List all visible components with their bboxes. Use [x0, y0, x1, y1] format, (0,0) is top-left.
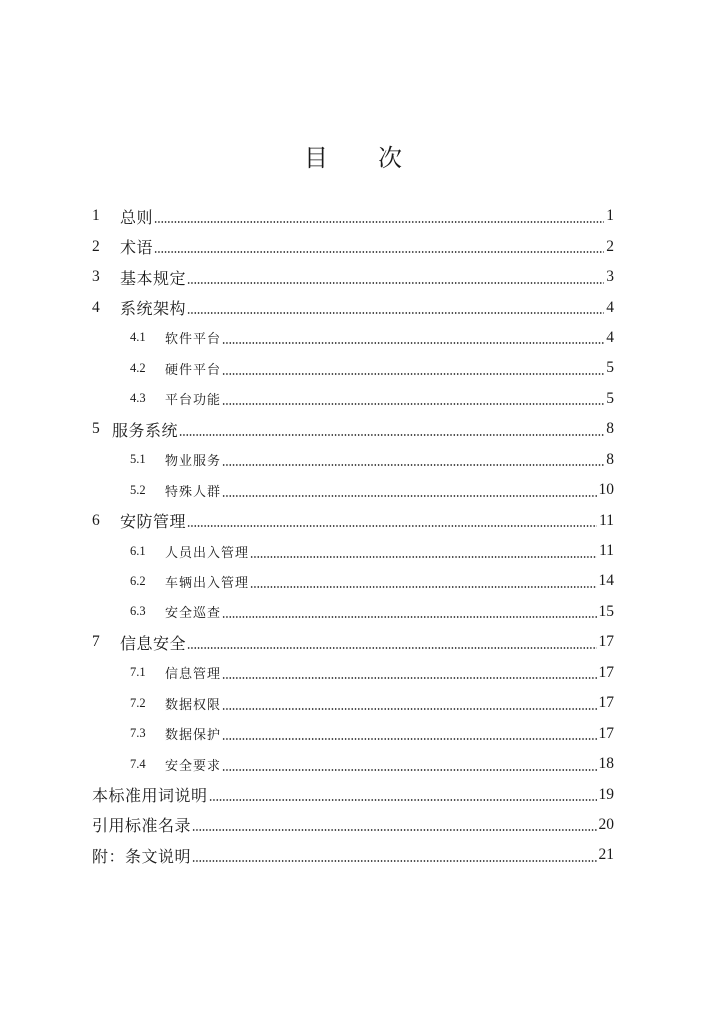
toc-entry-6-1[interactable] — [92, 536, 614, 566]
page-title-char-1: 目 — [304, 146, 328, 172]
toc-entry-number: 2 — [92, 237, 100, 255]
toc-entry-page: 17 — [598, 663, 614, 681]
page-title — [0, 142, 705, 176]
toc-entry-page: 4 — [606, 328, 614, 346]
toc-entry-number: 6.2 — [130, 573, 146, 588]
toc-entry-title: 附：条文说明 — [92, 848, 192, 866]
toc-entry-title: 硬件平台 — [165, 361, 222, 377]
toc-entry-5[interactable] — [92, 414, 614, 444]
toc-entry-page: 4 — [606, 298, 614, 316]
toc-entry-title: 安全巡查 — [165, 605, 222, 621]
toc-entry-clause-explanation[interactable] — [92, 840, 614, 870]
toc-entry-4[interactable] — [92, 292, 614, 322]
table-of-contents — [92, 201, 614, 871]
toc-entry-page: 10 — [598, 481, 614, 499]
toc-entry-number: 7.4 — [130, 756, 146, 771]
toc-entry-page: 14 — [598, 572, 614, 590]
toc-entry-page: 11 — [599, 511, 614, 529]
dot-leader — [222, 769, 596, 771]
toc-entry-6-2[interactable] — [92, 566, 614, 596]
toc-entry-page: 8 — [606, 450, 614, 468]
toc-entry-title: 软件平台 — [165, 331, 222, 347]
toc-entry-title: 物业服务 — [165, 453, 222, 469]
toc-entry-number: 7.1 — [130, 665, 146, 680]
toc-entry-title: 车辆出入管理 — [165, 574, 250, 590]
toc-entry-page: 2 — [606, 237, 614, 255]
toc-entry-title: 信息管理 — [165, 666, 222, 682]
toc-entry-7-1[interactable] — [92, 658, 614, 688]
toc-entry-number: 4 — [92, 298, 100, 316]
dot-leader — [222, 677, 596, 679]
toc-entry-number: 4.1 — [130, 330, 146, 345]
toc-entry-page: 11 — [599, 542, 614, 560]
toc-entry-title: 术语 — [120, 240, 154, 258]
dot-leader — [222, 464, 604, 466]
toc-entry-4-2[interactable] — [92, 353, 614, 383]
dot-leader — [222, 708, 596, 710]
toc-entry-number: 5 — [92, 420, 100, 438]
toc-entry-title: 总则 — [120, 209, 154, 227]
dot-leader — [179, 434, 604, 436]
toc-entry-page: 5 — [606, 389, 614, 407]
toc-entry-referenced-standards[interactable] — [92, 810, 614, 840]
dot-leader — [222, 495, 596, 497]
toc-entry-title: 数据保护 — [165, 727, 222, 743]
dot-leader — [187, 525, 597, 527]
dot-leader — [222, 373, 604, 375]
dot-leader — [222, 403, 604, 405]
toc-entry-standard-terms[interactable] — [92, 779, 614, 809]
dot-leader — [222, 616, 596, 618]
dot-leader — [192, 829, 596, 831]
toc-entry-page: 8 — [606, 420, 614, 438]
toc-entry-title: 特殊人群 — [165, 483, 222, 499]
dot-leader — [192, 860, 596, 862]
toc-entry-title: 服务系统 — [112, 422, 179, 440]
toc-entry-number: 4.2 — [130, 360, 146, 375]
toc-entry-number: 6.3 — [130, 604, 146, 619]
toc-entry-number: 7.3 — [130, 726, 146, 741]
toc-entry-number: 3 — [92, 268, 100, 286]
toc-entry-6-3[interactable] — [92, 597, 614, 627]
toc-entry-title: 安全要求 — [165, 757, 222, 773]
toc-entry-title: 引用标准名录 — [92, 818, 192, 836]
toc-entry-title: 平台功能 — [165, 392, 222, 408]
toc-entry-number: 5.2 — [130, 482, 146, 497]
toc-entry-number: 1 — [92, 207, 100, 225]
toc-entry-page: 21 — [598, 846, 614, 864]
dot-leader — [250, 556, 597, 558]
toc-entry-number: 7.2 — [130, 695, 146, 710]
toc-entry-page: 17 — [598, 633, 614, 651]
toc-entry-page: 17 — [598, 724, 614, 742]
toc-entry-page: 1 — [606, 207, 614, 225]
toc-entry-title: 数据权限 — [165, 696, 222, 712]
toc-entry-title: 本标准用词说明 — [92, 788, 208, 806]
toc-entry-6[interactable] — [92, 505, 614, 535]
toc-entry-1[interactable] — [92, 201, 614, 231]
dot-leader — [154, 221, 604, 223]
toc-entry-title: 安防管理 — [120, 514, 187, 532]
toc-entry-title: 基本规定 — [120, 270, 187, 288]
toc-entry-page: 20 — [598, 815, 614, 833]
toc-entry-page: 18 — [598, 755, 614, 773]
toc-entry-page: 17 — [598, 694, 614, 712]
toc-entry-title: 系统架构 — [120, 301, 187, 319]
dot-leader — [222, 738, 596, 740]
toc-entry-4-3[interactable] — [92, 384, 614, 414]
dot-leader — [250, 586, 596, 588]
toc-entry-5-2[interactable] — [92, 475, 614, 505]
toc-entry-title: 人员出入管理 — [165, 544, 250, 560]
dot-leader — [187, 282, 604, 284]
toc-entry-page: 5 — [606, 359, 614, 377]
toc-entry-number: 5.1 — [130, 452, 146, 467]
toc-entry-7-4[interactable] — [92, 749, 614, 779]
toc-entry-2[interactable] — [92, 231, 614, 261]
toc-entry-number: 6.1 — [130, 543, 146, 558]
toc-entry-3[interactable] — [92, 262, 614, 292]
toc-entry-7-2[interactable] — [92, 688, 614, 718]
dot-leader — [187, 647, 596, 649]
toc-entry-4-1[interactable] — [92, 323, 614, 353]
dot-leader — [187, 312, 604, 314]
toc-entry-5-1[interactable] — [92, 445, 614, 475]
toc-entry-number: 6 — [92, 511, 100, 529]
toc-entry-page: 15 — [598, 602, 614, 620]
page-title-char-2: 次 — [378, 146, 402, 172]
dot-leader — [209, 799, 597, 801]
toc-entry-title: 信息安全 — [120, 635, 187, 653]
toc-entry-page: 3 — [606, 268, 614, 286]
toc-entry-number: 4.3 — [130, 391, 146, 406]
toc-entry-page: 19 — [598, 785, 614, 803]
toc-entry-7-3[interactable] — [92, 718, 614, 748]
dot-leader — [222, 342, 604, 344]
toc-entry-number: 7 — [92, 633, 100, 651]
dot-leader — [154, 251, 604, 253]
toc-entry-7[interactable] — [92, 627, 614, 657]
